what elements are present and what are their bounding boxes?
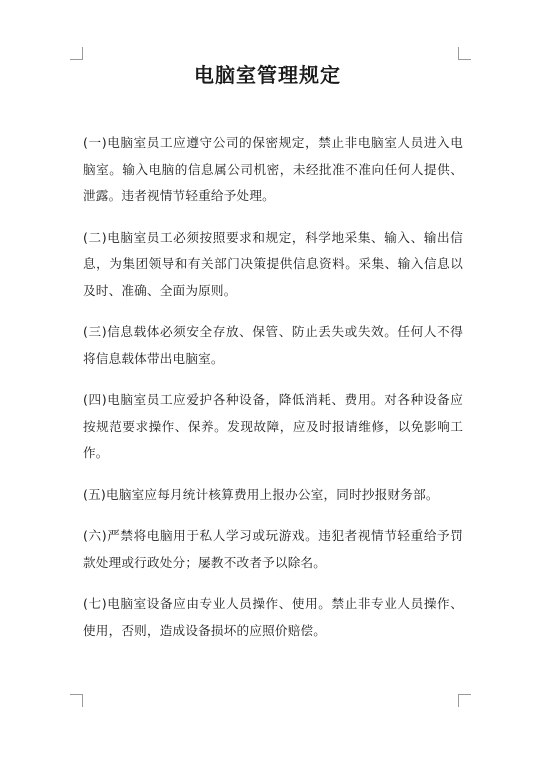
paragraph-3: (三)信息载体必须安全存放、保管、防止丢失或失效。任何人不得将信息载体带出电脑室。 [83,324,463,366]
crop-mark-top-left [70,47,83,60]
paragraph-2: (二)电脑室员工必须按照要求和规定，科学地采集、输入、输出信息，为集团领导和有关部门决策提供信息资料。采集、输入信息以及时、准确、全面为原则。 [83,229,463,298]
document-body [83,130,463,659]
paragraph-6: (六)严禁将电脑用于私人学习或玩游戏。违犯者视情节轻重给予罚款处理或行政处分；屡教不改者予以除名。 [83,528,463,570]
paragraph-5: (五)电脑室应每月统计核算费用上报办公室，同时抄报财务部。 [83,486,439,502]
paragraph-7: (七)电脑室设备应由专业人员操作、使用。禁止非专业人员操作、使用，否则，造成设备损坏的应照价赔偿。 [83,596,463,638]
crop-mark-top-right [458,47,471,60]
crop-mark-bottom-right [458,694,471,707]
paragraph-1: (一)电脑室员工应遵守公司的保密规定，禁止非电脑室人员进入电脑室。输入电脑的信息属公司机密，未经批准不准向任何人提供、泄露。违者视情节轻重给予处理。 [83,135,463,203]
document-title: 电脑室管理规定 [194,63,341,87]
crop-mark-bottom-left [70,694,83,707]
paragraph-4: (四)电脑室员工应爱护各种设备，降低消耗、费用。对各种设备应按规范要求操作、保养。发现故障，应及时报请维修，以免影响工作。 [83,392,463,460]
